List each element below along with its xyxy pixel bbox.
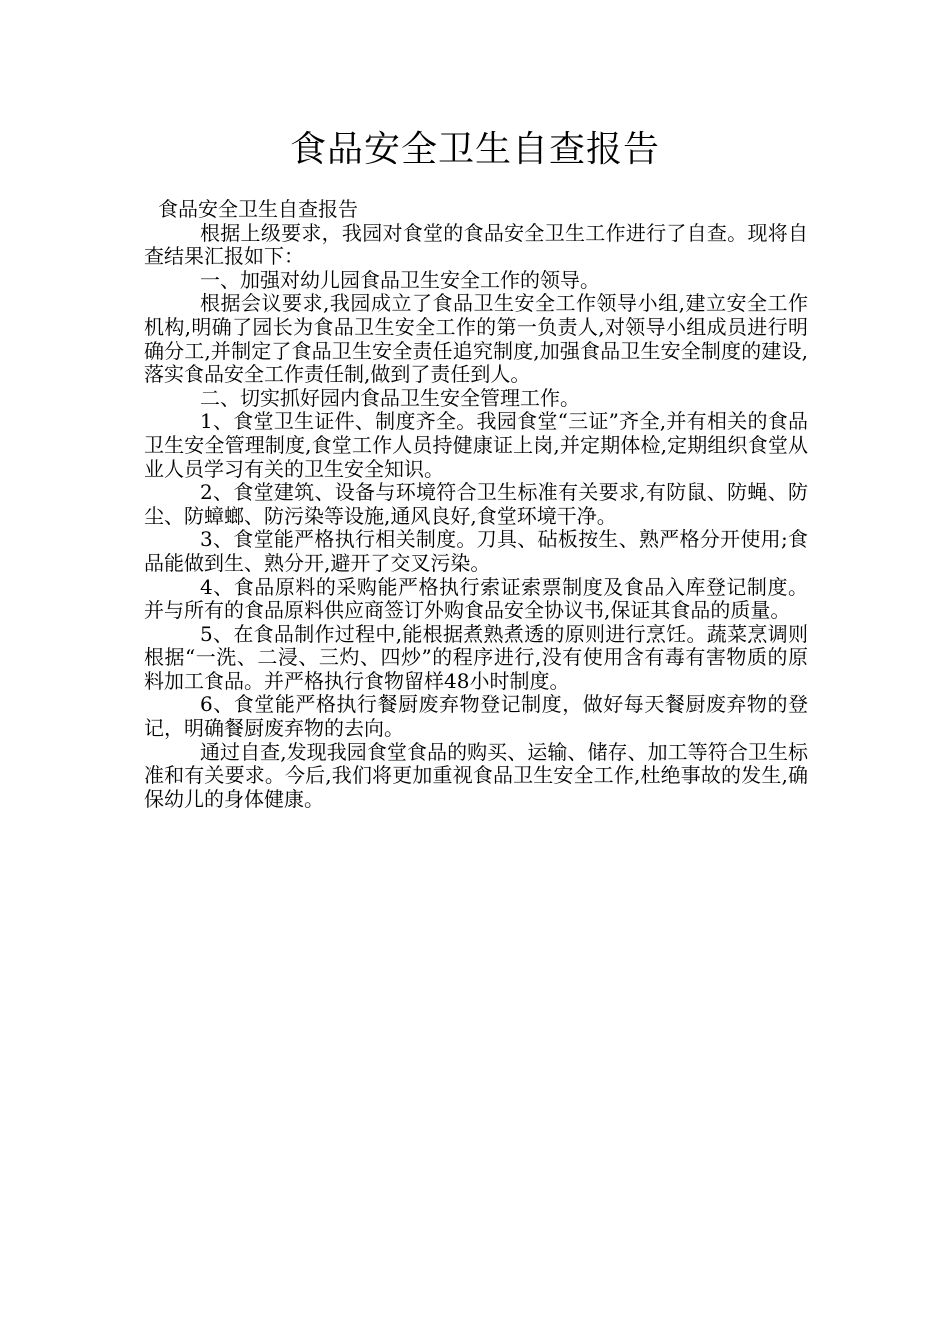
list-item-3: 3、食堂能严格执行相关制度。刀具、砧板按生、熟严格分开使用;食品能做到生、熟分开,避开了交叉污染。 [144, 527, 808, 575]
list-item-2: 2、食堂建筑、设备与环境符合卫生标准有关要求,有防鼠、防蝇、防尘、防蟑螂、防污染等设施,通风良好,食堂环境干净。 [144, 480, 808, 528]
paragraph-conclusion: 通过自查,发现我园食堂食品的购买、运输、储存、加工等符合卫生标准和有关要求。今后,我们将更加重视食品卫生安全工作,杜绝事故的发生,确保幼儿的身体健康。 [144, 739, 808, 811]
list-item-6: 6、食堂能严格执行餐厨废弃物登记制度，做好每天餐厨废弃物的登记，明确餐厨废弃物的去向。 [144, 692, 808, 741]
paragraph-intro: 根据上级要求，我园对食堂的食品安全卫生工作进行了自查。现将自查结果汇报如下： [144, 220, 808, 269]
section-heading-1: 一、加强对幼儿园食品卫生安全工作的领导。 [200, 267, 600, 292]
paragraph-leadership: 根据会议要求,我园成立了食品卫生安全工作领导小组,建立安全工作机构,明确了园长为食品卫生安全工作的第一负责人,对领导小组成员进行明确分工,并制定了食品卫生安全责任追究制度,加强食品卫生安全制度的建设,落实食品安全工作责任制,做到了责任到人。 [144, 291, 808, 387]
page-title: 食品安全卫生自查报告 [289, 129, 660, 170]
list-item-4: 4、食品原料的采购能严格执行索证索票制度及食品入库登记制度。并与所有的食品原料供应商签订外购食品安全协议书,保证其食品的质量。 [144, 574, 808, 623]
list-item-1: 1、食堂卫生证件、制度齐全。我园食堂“三证”齐全,并有相关的食品卫生安全管理制度,食堂工作人员持健康证上岗,并定期体检,定期组织食堂从业人员学习有关的卫生安全知识。 [144, 409, 808, 481]
list-item-5: 5、在食品制作过程中,能根据煮熟煮透的原则进行烹饪。蔬菜烹调则根据“一洗、二浸、三灼、四炒”的程序进行,没有使用含有毒有害物质的原料加工食品。并严格执行食物留样48小时制度。 [144, 621, 808, 693]
document-body [144, 198, 808, 811]
section-heading-2: 二、切实抓好园内食品卫生安全管理工作。 [200, 385, 580, 410]
document-subtitle: 食品安全卫生自查报告 [158, 197, 358, 221]
